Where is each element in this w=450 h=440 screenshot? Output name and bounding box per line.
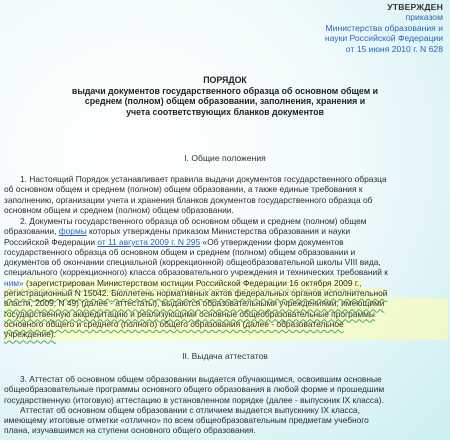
approval-date-link[interactable]: от 15 июня 2010 г. N 628 — [345, 43, 443, 54]
paragraph-line — [4, 288, 448, 298]
paragraph-line — [4, 278, 448, 288]
paragraph-line: документов об окончании специальной (коррекционной) общеобразовательной школы VIII вида, — [4, 257, 381, 268]
paragraph-2 — [4, 216, 448, 340]
paragraph-line: имеющему итоговые отметки «отлично» по всем общеобразовательным предметам учебного — [4, 415, 369, 426]
order-quote-link[interactable]: ним» — [4, 277, 24, 288]
text: «Об утверждении форм документов — [200, 236, 344, 247]
title-line: выдачи документов государственного образца об основном общем и — [71, 85, 379, 96]
paragraph-line: государственную (итоговую) аттестацию в установленном порядке (далее - выпускник IX класса). — [4, 394, 384, 405]
paragraph-line: заполнению, организации учета и хранения бланков документов государственного образца об — [4, 194, 373, 205]
highlighted-text: Бюллетень нормативных актов федеральных органов исполнительной — [111, 288, 388, 299]
title-line: среднем (полном) общем образовании, заполнения, хранения и — [84, 96, 366, 107]
paragraph-line: общеобразовательные программы основного общего образования в любой форме и прошедшим — [4, 384, 385, 395]
approval-order-link[interactable]: приказом — [405, 12, 443, 23]
paragraph-line: основном общем и среднем (полном) общем образовании. — [4, 204, 234, 215]
paragraph-line — [4, 237, 448, 247]
paragraph-line: 1. Настоящий Порядок устанавливает правила выдачи документов государственного образца — [20, 174, 387, 184]
order-295-link[interactable]: от 11 августа 2009 г. N 295 — [97, 236, 201, 247]
forms-link[interactable]: формы — [58, 226, 87, 237]
paragraph-line: государственного образца об основном общем и среднем (полном) общем образовании и — [4, 246, 356, 257]
highlighted-line: учреждение). — [4, 329, 448, 339]
paragraph-line: 3. Аттестат об основном общем образовании выдается обучающимся, освоившим основные — [20, 374, 382, 384]
highlighted-line: основного общего и среднего (полного) общего образования (далее - образовательное — [4, 319, 448, 329]
highlighted-text: (зарегистрирован Министерством юстиции Российской Федерации 16 октября 2009 г., — [23, 277, 362, 288]
title-line: ПОРЯДОК — [203, 75, 247, 85]
section-heading-general: I. Общие положения — [184, 153, 266, 163]
paragraph-3 — [4, 374, 448, 436]
text: образовании, — [4, 226, 57, 237]
approval-block — [293, 2, 443, 54]
highlighted-line: государственную аккредитацию и реализующими основные общеобразовательные программы — [4, 309, 448, 319]
section-heading-issue: II. Выдача аттестатов — [182, 351, 268, 361]
title-line: учета соответствующих бланков документов — [126, 106, 324, 117]
text: Российской Федерации — [4, 236, 98, 247]
paragraph-line: 2. Документы государственного образца об основном общем и среднем (полном) общем — [20, 216, 367, 226]
paragraph-line: специального (коррекционного) класса образовательного учреждения и технических требований к — [4, 267, 388, 278]
approval-heading: УТВЕРЖДЕН — [387, 2, 443, 12]
paragraph-line: Аттестат об основном общем образовании с отличием выдается выпускнику IX класса, — [20, 404, 360, 415]
document-title — [0, 75, 450, 117]
approval-ministry-link[interactable]: Министерства образования и — [325, 22, 443, 33]
highlighted-text: регистрационный N 15042. — [4, 288, 112, 299]
paragraph-line: плана, изучавшимся на ступени основного общего образования. — [4, 425, 256, 436]
paragraph-line: об основном общем и среднем (полном) общем образовании, а также единые требования к — [4, 184, 363, 195]
paragraph-1 — [4, 174, 448, 215]
approval-ministry-link-2[interactable]: науки Российской Федерации — [324, 33, 443, 44]
paragraph-line — [4, 226, 448, 236]
highlighted-line: власти, 2009, N 49) (далее - аттестаты), выдаются образовательными учреждениями, имеющими — [4, 298, 448, 308]
text: которых утверждены приказом Министерства образования и науки — [86, 226, 350, 237]
